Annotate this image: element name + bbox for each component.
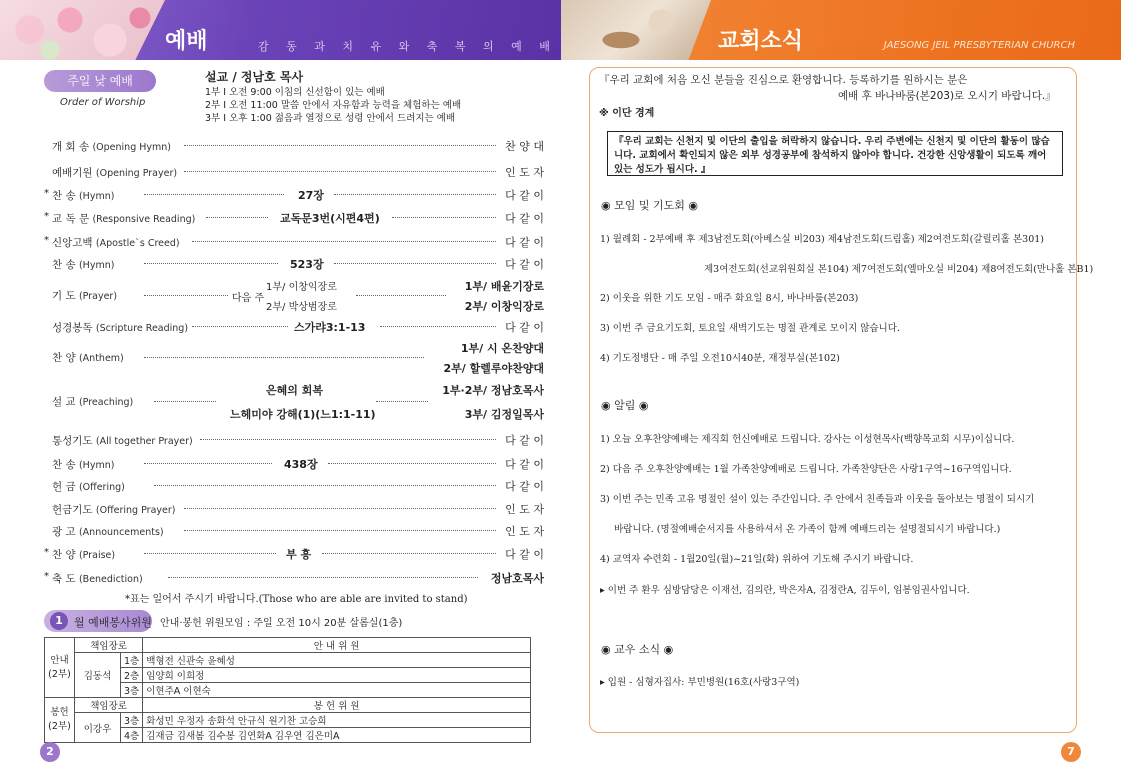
worship-item — [44, 163, 544, 181]
worship-item: * 신앙고백 (Apostle`s Creed) 다 같 이 — [44, 235, 544, 249]
item-label: 개 회 송 — [52, 141, 90, 153]
prayer-leader-2: 2부/ 이창익장로 — [464, 300, 544, 313]
col-label: 봉 헌 위 원 — [143, 698, 531, 713]
worship-title: 예배 — [165, 29, 208, 54]
item-leader: 인 도 자 — [505, 525, 544, 538]
worship-item — [44, 318, 544, 336]
worship-item: * 찬 송 (Hymn) 27장 다 같 이 — [44, 188, 544, 202]
item-leader: 다 같 이 — [505, 189, 544, 202]
names: 화성민 우정자 송화석 안규식 원기찬 고승희 — [143, 713, 531, 728]
group-offering: 봉헌 (2부) — [45, 698, 75, 743]
next-week-label: 다음 주 — [232, 293, 265, 304]
item-eng: (All together Prayer) — [95, 436, 193, 447]
sermon-title: 은혜의 회복 — [266, 384, 323, 397]
item-label: 축 도 — [52, 573, 76, 585]
section-member-news: ◉ 교우 소식 ◉ — [601, 643, 674, 656]
worship-item-prayer — [44, 278, 544, 316]
worship-item-anthem — [44, 340, 544, 378]
meeting-item: 1) 월례회 - 2부예배 후 제3남전도회(아베스실 비203) 제4남전도회(드림홀) 제2여전도회(갈릴리홀 본301) — [600, 234, 1045, 245]
preacher-1: 1부·2부/ 정남호목사 — [442, 384, 544, 397]
notice-item: 1) 오늘 오후찬양예배는 제직회 헌신예배로 드립니다. 강사는 이성현목사(백향목교회 시무)이십니다. — [600, 434, 1015, 445]
member-news-item: ▸ 입원 - 심형자집사: 부민병원(16호(사랑3구역) — [600, 677, 800, 688]
month-number: 1 — [50, 612, 68, 630]
item-leader: 정남호목사 — [490, 572, 544, 585]
meeting-item: 제3여전도회(선교위원회실 본104) 제7여전도회(엘마오실 비204) 제8여전도회(만나홀 본B1) — [704, 264, 1094, 275]
item-label: 헌 금 — [52, 481, 76, 493]
anthem-choir-1: 1부/ 시 온찬양대 — [460, 342, 544, 355]
item-leader: 인 도 자 — [505, 166, 544, 179]
elder-name: 김동석 — [75, 653, 121, 698]
welcome-line-2: 예배 후 바나바룸(본203)로 오시기 바랍니다.』 — [838, 90, 1056, 102]
item-content: 27장 — [298, 189, 324, 202]
names: 이현주A 이현숙 — [143, 683, 531, 698]
item-leader: 다 같 이 — [505, 434, 544, 447]
item-label: 찬 송 — [52, 259, 76, 271]
preacher-2: 3부/ 김정일목사 — [464, 408, 544, 421]
order-of-worship-label: Order of Worship — [60, 97, 146, 108]
item-eng: (Benediction) — [78, 574, 143, 585]
item-label: 설 교 — [52, 396, 76, 408]
worship-item: * 교 독 문 (Responsive Reading) 교독문3번(시편4편) 다 같 이 — [44, 211, 544, 225]
page-number-left: 2 — [40, 742, 60, 762]
heresy-warning-box: 『우리 교회는 신천지 및 이단의 출입을 허락하지 않습니다. 우리 주변에는 신천지 및 이단의 활동이 많습니다. 교회에서 확인되지 않은 외부 성경공부에 참석하지 않아야 합니다. 건강한 신앙생활이 되도록 깨어 있는 성도가 됩시다. 』 — [607, 131, 1063, 176]
meeting-item: 3) 이번 주 금요기도회, 토요일 새벽기도는 명절 관계로 모이지 않습니다. — [600, 323, 900, 334]
worship-item — [44, 431, 544, 449]
item-eng: (Praise) — [78, 550, 116, 561]
notice-item: 바랍니다. (명절예배순서지를 사용하셔서 온 가족이 함께 예배드리는 설명절되시기 바랍니다.) — [614, 524, 1001, 535]
church-name: JAESONG JEIL PRESBYTERIAN CHURCH — [883, 40, 1075, 51]
notice-item: 2) 다음 주 오후찬양예배는 1월 가족찬양예배로 드립니다. 가족찬양단은 사랑1구역~16구역입니다. — [600, 464, 1012, 475]
item-eng: (Hymn) — [78, 460, 115, 471]
item-eng: (Scripture Reading) — [95, 323, 189, 334]
item-eng: (Opening Prayer) — [95, 168, 178, 179]
item-eng: (Apostle`s Creed) — [95, 238, 180, 249]
item-content: 부 흥 — [286, 548, 312, 561]
group-guide: 안내 (2부) — [45, 638, 75, 698]
item-leader: 다 같 이 — [505, 548, 544, 561]
item-label: 성경봉독 — [52, 322, 93, 334]
notice-item: 3) 이번 주는 민족 고유 명절인 설이 있는 주간입니다. 주 안에서 친족들과 이웃을 돌아보는 명절이 되시기 — [600, 494, 1035, 505]
sunday-worship-pill: 주일 낮 예배 — [44, 70, 156, 92]
flower-photo — [0, 0, 165, 60]
item-leader: 다 같 이 — [505, 258, 544, 271]
floor: 2층 — [121, 668, 143, 683]
names: 임양희 이희정 — [143, 668, 531, 683]
next-prayer-2: 2부/ 박상범장로 — [266, 302, 337, 313]
item-leader: 다 같 이 — [505, 212, 544, 225]
page-number-right: 7 — [1061, 742, 1081, 762]
item-leader: 다 같 이 — [505, 480, 544, 493]
heresy-warning-title: ※ 이단 경계 — [599, 108, 655, 119]
worship-item — [44, 137, 544, 155]
service-time: 3부 I 오후 1:00 젊음과 열정으로 성령 안에서 드려지는 예배 — [205, 113, 456, 124]
sermon-heading: 설교 / 정남호 목사 — [205, 70, 304, 84]
worship-item — [44, 477, 544, 495]
meeting-item: 2) 이웃을 위한 기도 모임 - 매주 화요일 8시, 바나바룸(본203) — [600, 293, 859, 304]
news-title: 교회소식 — [718, 29, 804, 54]
item-label: 헌금기도 — [52, 504, 93, 516]
item-leader: 다 같 이 — [505, 458, 544, 471]
names: 김재금 김새봄 김수봉 김연화A 김우연 김은미A — [143, 728, 531, 743]
item-eng: (Anthem) — [78, 353, 124, 364]
item-leader: 찬 양 대 — [505, 140, 544, 153]
item-label: 교 독 문 — [52, 213, 90, 225]
elder-name: 이강우 — [75, 713, 121, 743]
item-label: 신앙고백 — [52, 237, 93, 249]
item-leader: 인 도 자 — [505, 503, 544, 516]
item-content: 교독문3번(시편4편) — [280, 212, 380, 225]
item-label: 통성기도 — [52, 435, 93, 447]
next-prayer-1: 1부/ 이창익장로 — [266, 282, 337, 293]
floor: 3층 — [121, 713, 143, 728]
item-eng: (Prayer) — [78, 291, 118, 302]
item-label: 찬 양 — [52, 352, 76, 364]
floor: 1층 — [121, 653, 143, 668]
service-time: 1부 I 오전 9:00 이침의 신선함이 있는 예배 — [205, 87, 385, 98]
prayer-leader-1: 1부/ 배윤기장로 — [464, 280, 544, 293]
item-label: 광 고 — [52, 526, 76, 538]
notice-item: 4) 교역자 수련회 - 1월20일(월)~21일(화) 위하여 기도해 주시기 바랍니다. — [600, 554, 914, 565]
item-label: 예배기원 — [52, 167, 93, 179]
volunteers-heading — [44, 610, 152, 632]
item-leader: 다 같 이 — [505, 321, 544, 334]
service-time: 2부 I 오전 11:00 말씀 안에서 자유함과 능력을 체험하는 예배 — [205, 100, 462, 111]
item-eng: (Hymn) — [78, 260, 115, 271]
worship-item: * 축 도 (Benediction) 정남호목사 — [44, 571, 544, 585]
item-leader: 다 같 이 — [505, 236, 544, 249]
standing-note: *표는 일어서 주시기 바랍니다.(Those who are able are invited to stand) — [125, 594, 468, 605]
welcome-line-1: 『우리 교회에 처음 오신 분들을 진심으로 환영합니다. 등록하기를 원하시는 분은 — [599, 74, 968, 86]
item-label: 기 도 — [52, 290, 76, 302]
item-eng: (Offering Prayer) — [95, 505, 176, 516]
notice-item: ▸ 이번 주 환우 심방담당은 이재선, 김의란, 박은자A, 김정란A, 김두이, 임봉임권사입니다. — [600, 585, 970, 596]
coffee-photo — [561, 0, 711, 60]
item-eng: (Opening Hymn) — [92, 142, 171, 153]
head-label: 책임장로 — [75, 698, 143, 713]
item-content: 438장 — [284, 458, 318, 471]
names: 백형전 신관숙 윤혜성 — [143, 653, 531, 668]
item-eng: (Offering) — [78, 482, 125, 493]
item-label: 찬 송 — [52, 190, 76, 202]
worship-item — [44, 455, 544, 473]
worship-item — [44, 500, 544, 518]
left-header — [0, 0, 561, 60]
anthem-choir-2: 2부/ 할렐루야찬양대 — [443, 362, 544, 375]
item-eng: (Preaching) — [78, 397, 134, 408]
item-label: 찬 양 — [52, 549, 76, 561]
worship-item-preaching — [44, 382, 544, 422]
item-content: 스가랴3:1-13 — [294, 321, 366, 334]
sermon-scripture: 느헤미야 강해(1)(느1:1-11) — [230, 408, 376, 421]
meeting-item: 4) 기도정병단 - 매 주일 오전10시40분, 재정부실(본102) — [600, 353, 840, 364]
right-header — [561, 0, 1121, 60]
item-content: 523장 — [290, 258, 324, 271]
item-eng: (Announcements) — [78, 527, 164, 538]
col-label: 안 내 위 원 — [143, 638, 531, 653]
item-eng: (Hymn) — [78, 191, 115, 202]
worship-subtitle: 감 동 과 치 유 와 축 복 의 예 배 — [258, 40, 557, 53]
floor: 3층 — [121, 683, 143, 698]
section-meetings: ◉ 모임 및 기도회 ◉ — [601, 199, 698, 212]
volunteers-title: 월 예배봉사위원 — [74, 616, 152, 629]
worship-item: * 찬 양 (Praise) 부 흥 다 같 이 — [44, 547, 544, 561]
head-label: 책임장로 — [75, 638, 143, 653]
worship-item — [44, 522, 544, 540]
worship-item — [44, 255, 544, 273]
section-notices: ◉ 알림 ◉ — [601, 399, 649, 412]
floor: 4층 — [121, 728, 143, 743]
volunteers-table — [44, 637, 531, 743]
volunteers-meeting: 안내·봉헌 위원모임 : 주일 오전 10시 20분 살롬실(1층) — [160, 618, 403, 629]
item-eng: (Responsive Reading) — [92, 214, 196, 225]
item-label: 찬 송 — [52, 459, 76, 471]
